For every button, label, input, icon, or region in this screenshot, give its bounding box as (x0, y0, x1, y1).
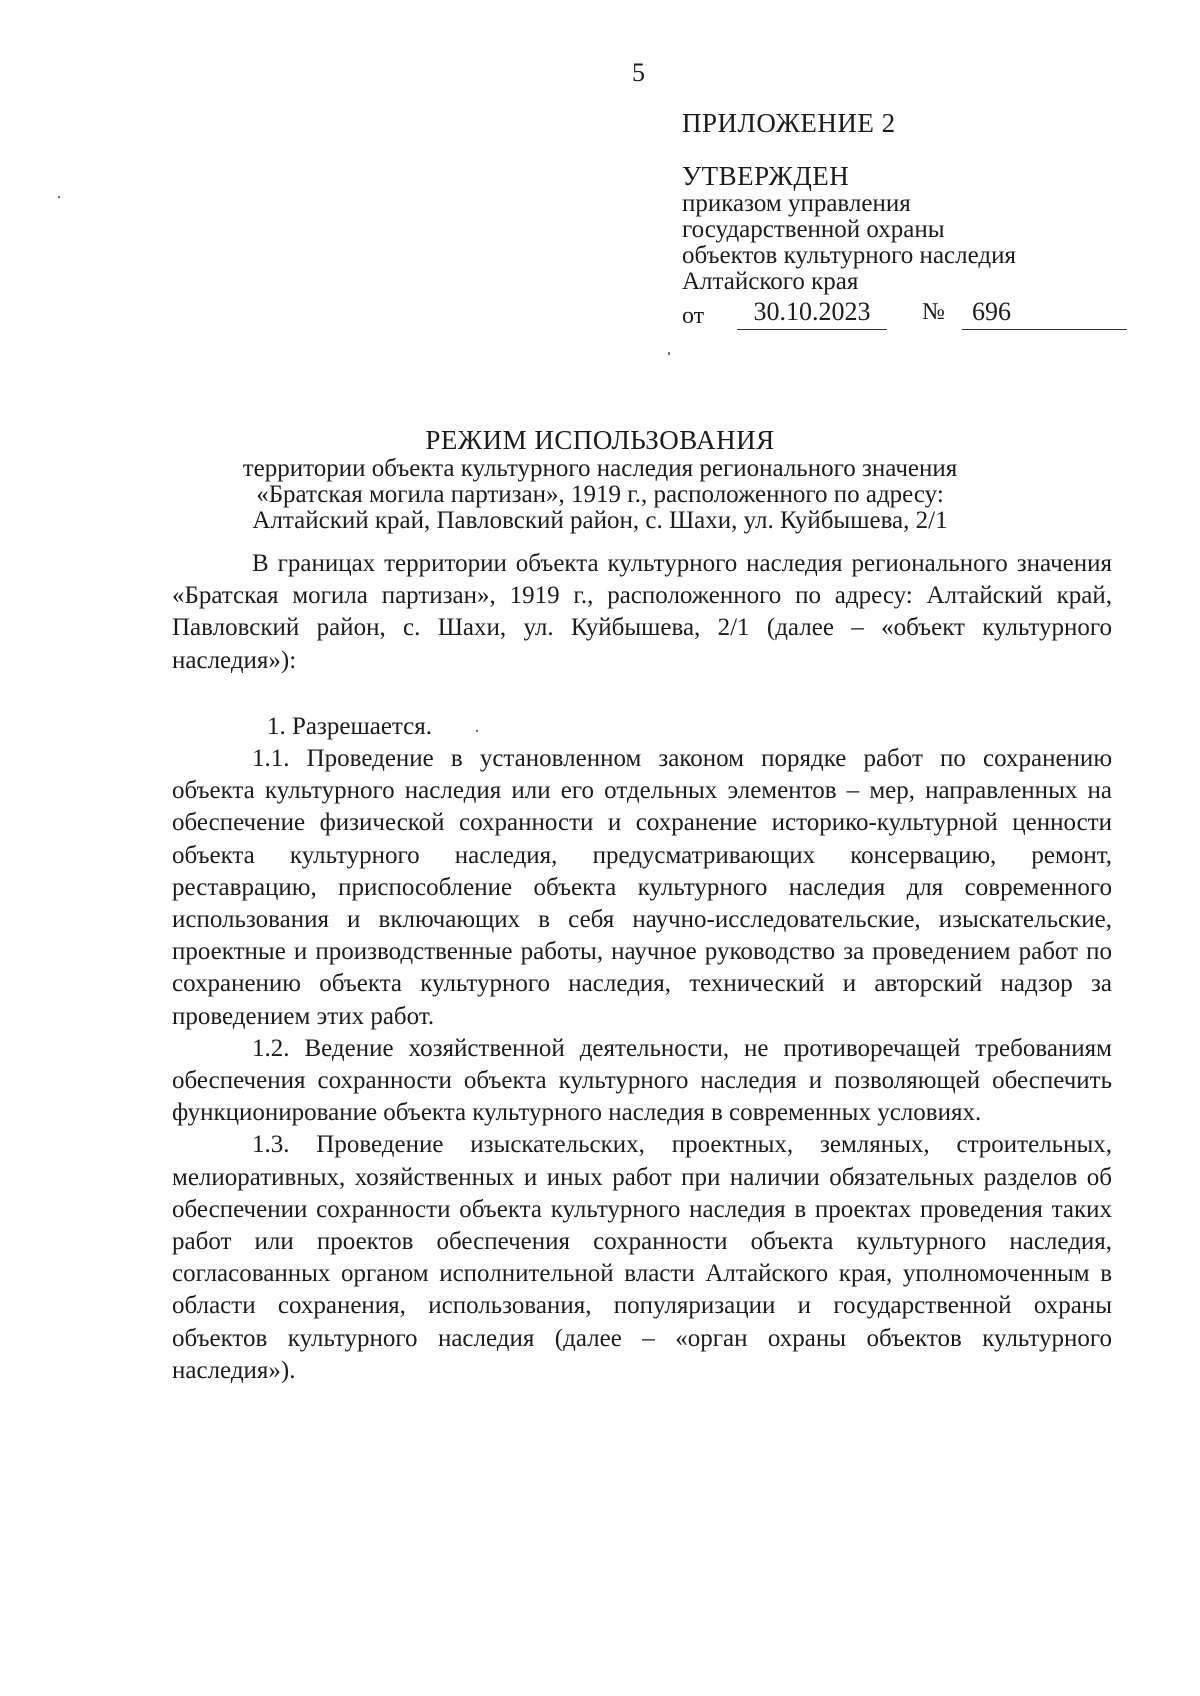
approval-line: объектов культурного наследия (682, 242, 1016, 269)
title-sub-line: Алтайский край, Павловский район, с. Шахи, ул. Куйбышева, 2/1 (252, 507, 948, 534)
scan-speck (58, 196, 60, 198)
clause-paragraph: 1.3. Проведение изыскательских, проектных, земляных, строительных, мелиоративных, хозяйственных и иных работ при наличии обязательных разделов об обеспечении сохранности объекта культурного наследия в проектах проведения таких работ или проектов обеспечения сохранности объекта культурного наследия, согласованных органом исполнительной власти Алтайского края, уполномоченным в области сохранения, использования, популяризации и государственной охраны объектов культурного наследия (далее – «орган охраны объектов культурного наследия»). (172, 1131, 1112, 1384)
scan-speck (668, 352, 670, 355)
order-date-number (682, 297, 1122, 331)
scan-speck (476, 730, 478, 732)
intro-paragraph: В границах территории объекта культурного наследия регионального значения «Братская могила партизан», 1919 г., расположенного по адресу: Алтайский край, Павловский район, с. Шахи, ул. Куйбышева, 2/1 (далее – «объект культурного наследия»): (172, 550, 1112, 674)
approval-line: приказом управления (682, 190, 911, 217)
clause-paragraph: 1.2. Ведение хозяйственной деятельности, не противоречащей требованиям обеспечения сохранности объекта культурного наследия и позволяющей обеспечить функционирование объекта культурного наследия в современных условиях. (172, 1034, 1112, 1127)
number-sign: № (922, 299, 945, 325)
order-date: 30.10.2023 (737, 297, 887, 330)
appendix-label: ПРИЛОЖЕНИЕ 2 (682, 108, 896, 138)
order-number: 696 (962, 297, 1127, 330)
approval-line: Алтайского края (682, 268, 859, 295)
section-heading: 1. Разрешается. (267, 712, 432, 740)
date-prefix: от (682, 303, 705, 329)
title-sub-line: территории объекта культурного наследия регионального значения (242, 455, 958, 482)
approved-label: УТВЕРЖДЕН (682, 161, 850, 191)
title-sub-line: «Братская могила партизан», 1919 г., расположенного по адресу: (256, 481, 944, 508)
approval-block (682, 108, 1122, 331)
page-number: 5 (632, 58, 645, 87)
approval-line: государственной охраны (682, 216, 945, 243)
clause-paragraph: 1.1. Проведение в установленном законом порядке работ по сохранению объекта культурного наследия или его отдельных элементов – мер, направленных на обеспечение физической сохранности и сохранение историко-культурной ценности объекта культурного наследия, предусматривающих консервацию, ремонт, реставрацию, приспособление объекта культурного наследия для современного использования и включающих в себя научно-исследовательские, изыскательские, проектные и производственные работы, научное руководство за проведением работ по сохранению объекта культурного наследия, технический и авторский надзор за проведением этих работ. (172, 745, 1112, 1030)
document-title (0, 424, 1200, 534)
title-main: РЕЖИМ ИСПОЛЬЗОВАНИЯ (425, 425, 775, 455)
document-body (172, 548, 1112, 1387)
